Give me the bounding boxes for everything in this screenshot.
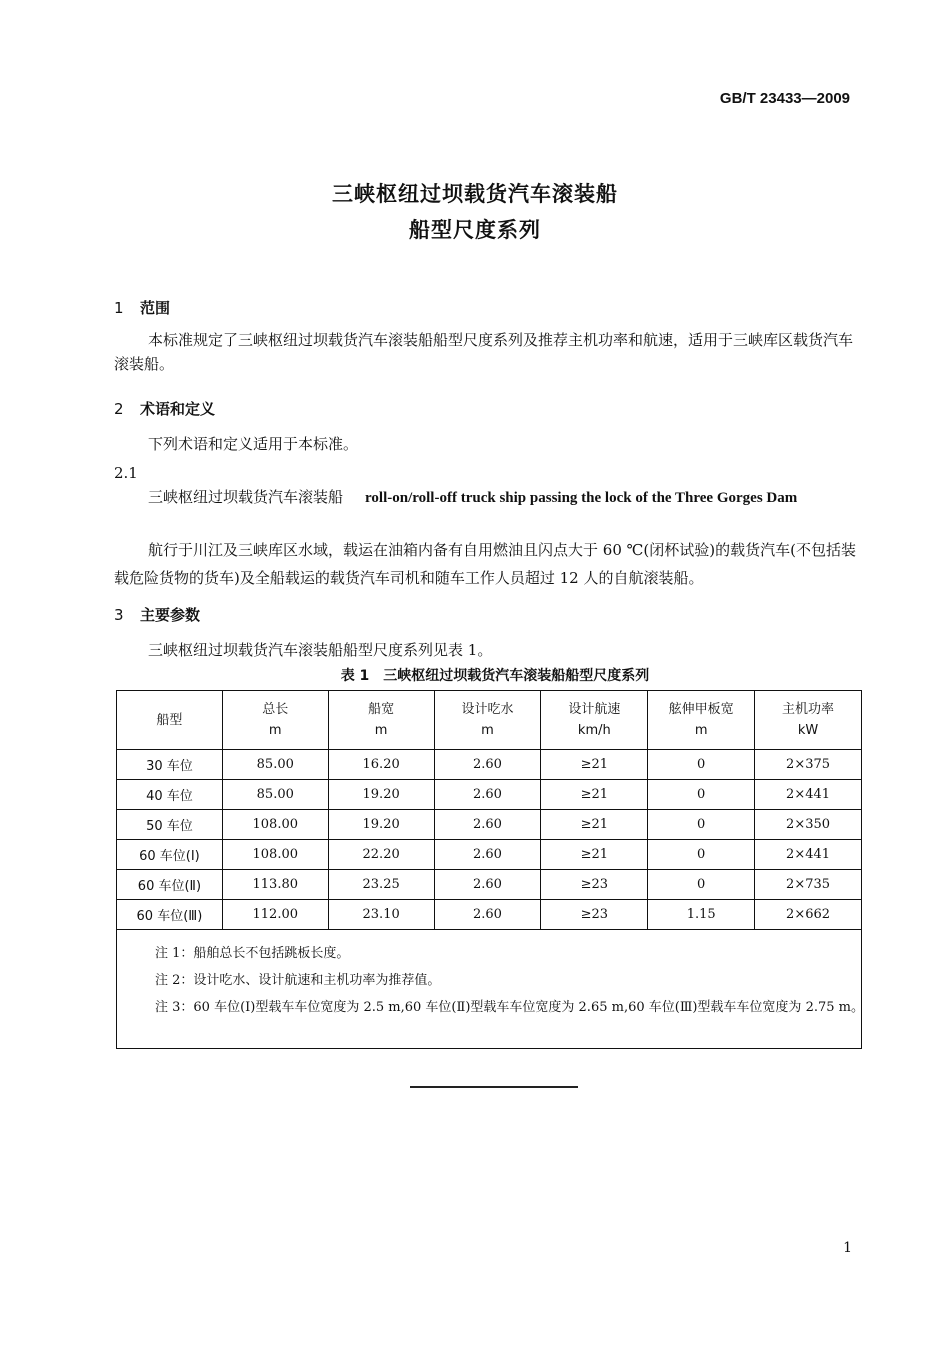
table-cell: 113.80	[222, 870, 328, 900]
table-note: 注 3：60 车位(Ⅰ)型载车车位宽度为 2.5 m,60 车位(Ⅱ)型载车车位宽度为 2.65 m,60 车位(Ⅲ)型载车车位宽度为 2.75 m。	[155, 1000, 864, 1015]
table-note: 注 2：设计吃水、设计航速和主机功率为推荐值。	[155, 973, 441, 988]
table-cell: 2×662	[755, 900, 862, 930]
term-chinese: 三峡枢纽过坝载货汽车滚装船	[148, 488, 344, 506]
table-cell: 0	[648, 810, 755, 840]
table-cell: 2.60	[434, 810, 541, 840]
column-header: 船宽 m	[328, 691, 434, 750]
column-header: 设计吃水 m	[434, 691, 541, 750]
column-header: 舷伸甲板宽 m	[648, 691, 755, 750]
table-row	[117, 870, 862, 900]
table-cell: 60 车位(Ⅱ)	[117, 870, 223, 900]
table-cell: 22.20	[328, 840, 434, 870]
table-row	[117, 840, 862, 870]
table-cell: 2.60	[434, 870, 541, 900]
section-1-body: 本标准规定了三峡枢纽过坝载货汽车滚装船船型尺度系列及推荐主机功率和航速，适用于三峡库区载货汽车滚装船。	[114, 331, 854, 373]
table-row	[117, 750, 862, 780]
table-cell: 40 车位	[117, 780, 223, 810]
table-cell: 2.60	[434, 780, 541, 810]
table-cell: 2.60	[434, 900, 541, 930]
table-note: 注 1：船舶总长不包括跳板长度。	[155, 946, 350, 961]
table-cell: 60 车位(Ⅲ)	[117, 900, 223, 930]
clause-2-1-definition: 航行于川江及三峡库区水域，载运在油箱内备有自用燃油且闪点大于 60 ℃(闭杯试验)的载货汽车(不包括装载危险货物的货车)及全船载运的载货汽车司机和随车工作人员超过 12 人的自航滚装船。	[114, 541, 856, 587]
table-cell: 2.60	[434, 750, 541, 780]
clause-2-1-number: 2.1	[114, 464, 138, 482]
page-number: 1	[843, 1240, 852, 1256]
table-cell: 2×441	[755, 780, 862, 810]
table-cell: 0	[648, 750, 755, 780]
table-cell: ≥21	[541, 840, 648, 870]
section-title: 术语和定义	[140, 400, 216, 418]
table-cell: 2×735	[755, 870, 862, 900]
table-cell: 50 车位	[117, 810, 223, 840]
table-cell: 23.10	[328, 900, 434, 930]
table-cell: 30 车位	[117, 750, 223, 780]
table-cell: 19.20	[328, 780, 434, 810]
table-cell: 85.00	[222, 750, 328, 780]
section-number: 2	[114, 400, 124, 418]
table-cell: 85.00	[222, 780, 328, 810]
section-title: 主要参数	[140, 606, 201, 624]
column-header: 设计航速 km/h	[541, 691, 648, 750]
table-cell: ≥21	[541, 810, 648, 840]
table-cell: 112.00	[222, 900, 328, 930]
table-cell: 19.20	[328, 810, 434, 840]
section-3-heading	[114, 604, 200, 625]
table-row	[117, 900, 862, 930]
section-3-intro: 三峡枢纽过坝载货汽车滚装船船型尺度系列见表 1。	[148, 641, 493, 659]
end-rule	[410, 1086, 578, 1088]
table-cell: ≥23	[541, 900, 648, 930]
table-cell: 2×441	[755, 840, 862, 870]
table-cell: 108.00	[222, 810, 328, 840]
table-cell: 16.20	[328, 750, 434, 780]
table-row	[117, 780, 862, 810]
term-english: roll-on/roll-off truck ship passing the lock of the Three Gorges Dam	[365, 490, 798, 506]
table-cell: 0	[648, 870, 755, 900]
table-cell: 23.25	[328, 870, 434, 900]
section-title: 范围	[140, 299, 171, 317]
section-number: 1	[114, 299, 124, 317]
standard-code: GB/T 23433—2009	[719, 90, 850, 107]
table-cell: 108.00	[222, 840, 328, 870]
ship-dimension-table	[116, 690, 862, 930]
table-cell: 2×350	[755, 810, 862, 840]
table-cell: ≥23	[541, 870, 648, 900]
section-1-heading	[114, 297, 170, 318]
table-row	[117, 810, 862, 840]
table-cell: 0	[648, 780, 755, 810]
clause-2-1-term	[114, 482, 860, 513]
table-header-row	[117, 691, 862, 750]
table-cell: ≥21	[541, 750, 648, 780]
column-header: 船型	[117, 691, 223, 750]
section-number: 3	[114, 606, 124, 624]
section-2-heading	[114, 398, 215, 419]
table-notes	[116, 928, 862, 1049]
table-cell: 1.15	[648, 900, 755, 930]
table-cell: 60 车位(Ⅰ)	[117, 840, 223, 870]
table-cell: 2.60	[434, 840, 541, 870]
table-cell: 0	[648, 840, 755, 870]
document-title-line1: 三峡枢纽过坝载货汽车滚装船	[332, 182, 618, 206]
table-cell: ≥21	[541, 780, 648, 810]
column-header: 主机功率 kW	[755, 691, 862, 750]
table-caption: 表 1 三峡枢纽过坝载货汽车滚装船船型尺度系列	[340, 668, 650, 684]
table-cell: 2×375	[755, 750, 862, 780]
column-header: 总长 m	[222, 691, 328, 750]
document-title-line2: 船型尺度系列	[409, 218, 541, 242]
section-2-intro: 下列术语和定义适用于本标准。	[148, 435, 359, 453]
